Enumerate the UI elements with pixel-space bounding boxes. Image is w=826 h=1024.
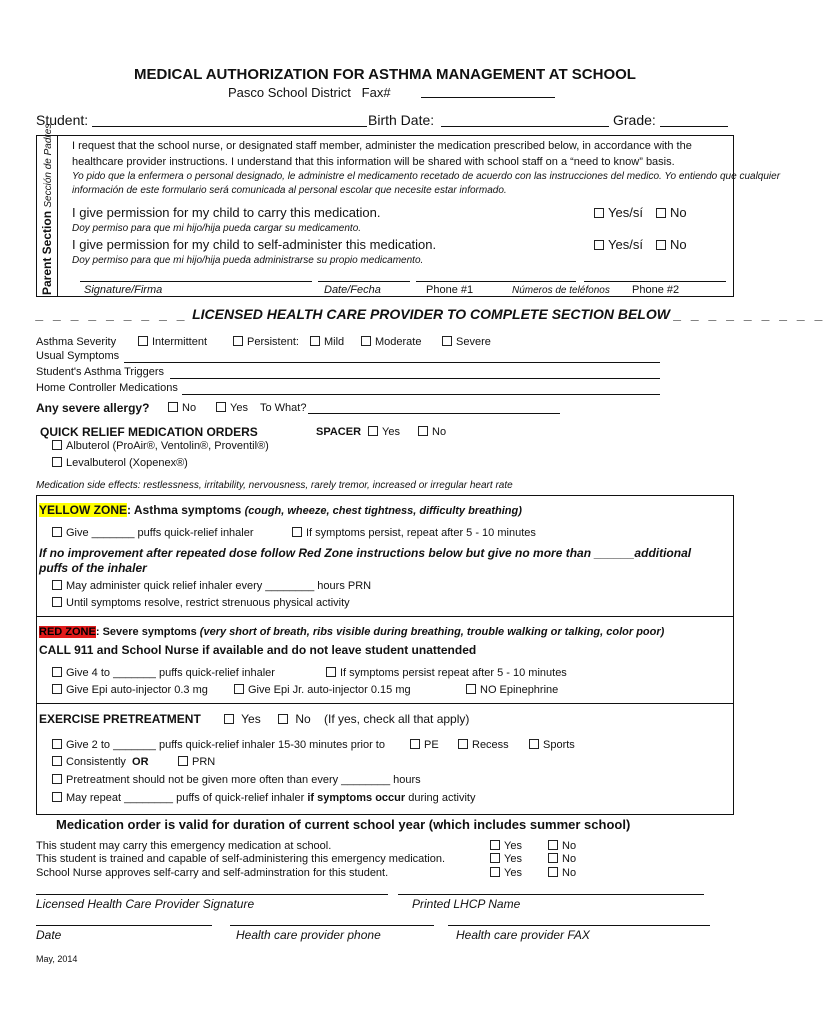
moderate-checkbox[interactable]: Moderate bbox=[361, 336, 421, 348]
trained-yes-checkbox[interactable]: Yes bbox=[490, 853, 522, 865]
triggers-label: Student's Asthma Triggers bbox=[36, 366, 165, 378]
epi-checkbox[interactable]: Give Epi auto-injector 0.3 mg bbox=[52, 684, 208, 696]
triggers-field[interactable] bbox=[170, 378, 660, 379]
self-admin-permission-es: Doy permiso para que mi hijo/hija pueda administrarse su propio medicamento. bbox=[72, 255, 424, 266]
date-label: Date/Fecha bbox=[324, 284, 381, 296]
exercise-give-checkbox[interactable]: Give 2 to _______ puffs quick-relief inhaler 15-30 minutes prior to bbox=[52, 739, 385, 751]
albuterol-checkbox[interactable]: Albuterol (ProAir®, Ventolin®, Proventil®) bbox=[52, 440, 269, 452]
allergy-yes-checkbox[interactable]: Yes bbox=[216, 402, 248, 414]
sports-checkbox[interactable]: Sports bbox=[529, 739, 575, 751]
date-field[interactable] bbox=[36, 925, 212, 926]
request-es-2: información de este formulario será comunicada al personal escolar que necesite estar informado. bbox=[72, 185, 507, 196]
usual-symptoms-label: Usual Symptoms bbox=[36, 350, 120, 362]
parent-section-side-label: Parent Section Sección de Padres bbox=[40, 123, 54, 295]
parent-divider bbox=[57, 135, 58, 297]
birthdate-field[interactable] bbox=[441, 126, 609, 127]
hcp-fax-label: Health care provider FAX bbox=[456, 928, 590, 942]
levalbuterol-checkbox[interactable]: Levalbuterol (Xopenex®) bbox=[52, 457, 188, 469]
red-zone-highlight: RED ZONE bbox=[39, 626, 96, 638]
printed-name-field[interactable] bbox=[398, 894, 704, 895]
date-label-bottom: Date bbox=[36, 928, 62, 942]
yellow-zone-highlight: YELLOW ZONE bbox=[39, 503, 127, 517]
red-give-checkbox[interactable]: Give 4 to _______ puffs quick-relief inhaler bbox=[52, 667, 275, 679]
carry-statement: This student may carry this emergency medication at school. bbox=[36, 840, 332, 852]
grade-label: Grade: bbox=[613, 112, 656, 128]
red-exercise-divider bbox=[36, 703, 734, 704]
allergy-what-label: To What? bbox=[260, 402, 307, 414]
carry-no-checkbox-lhcp[interactable]: No bbox=[548, 840, 576, 852]
exercise-no-checkbox[interactable]: No bbox=[278, 712, 311, 726]
yellow-until-checkbox[interactable]: Until symptoms resolve, restrict strenuous physical activity bbox=[52, 597, 350, 609]
phone2-label: Phone #2 bbox=[632, 284, 680, 296]
carry-no-checkbox[interactable]: No bbox=[656, 205, 687, 220]
mild-checkbox[interactable]: Mild bbox=[310, 336, 344, 348]
no-epi-checkbox[interactable]: NO Epinephrine bbox=[466, 684, 558, 696]
intermittent-checkbox[interactable]: Intermittent bbox=[138, 336, 207, 348]
signature-label: Signature/Firma bbox=[84, 284, 163, 296]
nurse-approval-statement: School Nurse approves self-carry and self-adminstration for this student. bbox=[36, 867, 389, 879]
yellow-zone-heading: YELLOW ZONE: Asthma symptoms (cough, wheeze, chest tightness, difficulty breathing) bbox=[39, 503, 522, 517]
home-meds-label: Home Controller Medications bbox=[36, 382, 178, 394]
exercise-yes-checkbox[interactable]: Yes bbox=[224, 712, 261, 726]
quick-relief-header: QUICK RELIEF MEDICATION ORDERS bbox=[40, 425, 258, 439]
prn-checkbox[interactable]: PRN bbox=[178, 756, 215, 768]
red-persist-checkbox[interactable]: If symptoms persist repeat after 5 - 10 minutes bbox=[326, 667, 567, 679]
no-improvement-line-2: puffs of the inhaler bbox=[39, 561, 147, 575]
yellow-red-divider bbox=[36, 616, 734, 617]
nurse-no-checkbox[interactable]: No bbox=[548, 867, 576, 879]
self-admin-permission: I give permission for my child to self-administer this medication. bbox=[72, 237, 437, 252]
carry-yes-checkbox[interactable]: Yes/sí bbox=[594, 205, 643, 220]
hcp-phone-field[interactable] bbox=[230, 925, 434, 926]
call-911-line: CALL 911 and School Nurse if available and do not leave student unattended bbox=[39, 643, 477, 657]
phone2-field[interactable] bbox=[584, 281, 726, 282]
spacer-no-checkbox[interactable]: No bbox=[418, 426, 446, 438]
lhcp-signature-label: Licensed Health Care Provider Signature bbox=[36, 897, 255, 911]
yellow-give-checkbox[interactable]: Give _______ puffs quick-relief inhaler bbox=[52, 527, 254, 539]
no-improvement-line-1: If no improvement after repeated dose follow Red Zone instructions below but give no more than ______additional bbox=[39, 546, 692, 560]
phone1-label: Phone #1 bbox=[426, 284, 474, 296]
student-label: Student: bbox=[36, 112, 89, 128]
pretreatment-limit-checkbox[interactable]: Pretreatment should not be given more often than every ________ hours bbox=[52, 774, 421, 786]
footer-date: May, 2014 bbox=[36, 954, 78, 964]
request-es-1: Yo pido que la enfermera o personal designado, le administre el medicamento recetado de acuerdo con las instrucciones del medico. Yo entiendo que cualquier bbox=[72, 171, 781, 182]
allergy-what-field[interactable] bbox=[308, 413, 560, 414]
carry-permission: I give permission for my child to carry this medication. bbox=[72, 205, 381, 220]
pe-checkbox[interactable]: PE bbox=[410, 739, 439, 751]
hcp-fax-field[interactable] bbox=[448, 925, 710, 926]
exercise-check-note: (If yes, check all that apply) bbox=[324, 712, 470, 726]
carry-permission-es: Doy permiso para que mi hijo/hija pueda cargar su medicamento. bbox=[72, 223, 362, 234]
hcp-phone-label: Health care provider phone bbox=[236, 928, 381, 942]
request-line-2: healthcare provider instructions. I understand that this information will be shared with school staff on a “need to know” basis. bbox=[72, 156, 675, 168]
printed-name-label: Printed LHCP Name bbox=[412, 897, 521, 911]
yellow-persist-checkbox[interactable]: If symptoms persist, repeat after 5 - 10 minutes bbox=[292, 527, 536, 539]
validity-statement: Medication order is valid for duration of current school year (which includes summer school) bbox=[56, 817, 631, 832]
spacer-yes-checkbox[interactable]: Yes bbox=[368, 426, 400, 438]
lhcp-section-header: _ _ _ _ _ _ _ _ _ LICENSED HEALTH CARE PROVIDER TO COMPLETE SECTION BELOW _ _ _ _ _ _ _ _ _ bbox=[36, 306, 826, 322]
request-line-1: I request that the school nurse, or designated staff member, administer the medication prescribed below, in accordance with the bbox=[72, 140, 692, 152]
epi-jr-checkbox[interactable]: Give Epi Jr. auto-injector 0.15 mg bbox=[234, 684, 411, 696]
phone-numbers-es: Números de teléfonos bbox=[512, 285, 610, 296]
usual-symptoms-field[interactable] bbox=[124, 362, 660, 363]
exercise-header: EXERCISE PRETREATMENT bbox=[39, 712, 201, 726]
red-zone-heading: RED ZONE: Severe symptoms (very short of breath, ribs visible during breathing, trouble walking or talking, color poor) bbox=[39, 626, 665, 638]
grade-field[interactable] bbox=[660, 126, 728, 127]
may-repeat-checkbox[interactable]: May repeat ________ puffs of quick-relief inhaler if symptoms occur during activity bbox=[52, 792, 475, 804]
district-name: Pasco School District Fax# bbox=[228, 85, 391, 100]
asthma-severity-label: Asthma Severity bbox=[36, 336, 117, 348]
recess-checkbox[interactable]: Recess bbox=[458, 739, 509, 751]
self-admin-no-checkbox[interactable]: No bbox=[656, 237, 687, 252]
trained-no-checkbox[interactable]: No bbox=[548, 853, 576, 865]
lhcp-signature-field[interactable] bbox=[36, 894, 388, 895]
persistent-label: Persistent: bbox=[233, 336, 299, 348]
severe-checkbox[interactable]: Severe bbox=[442, 336, 491, 348]
spacer-label: SPACER bbox=[316, 426, 362, 438]
allergy-question: Any severe allergy? bbox=[36, 401, 150, 415]
trained-statement: This student is trained and capable of self-administering this emergency medication. bbox=[36, 853, 446, 865]
fax-field[interactable] bbox=[421, 97, 555, 98]
form-title: MEDICAL AUTHORIZATION FOR ASTHMA MANAGEMENT AT SCHOOL bbox=[134, 66, 636, 83]
nurse-yes-checkbox[interactable]: Yes bbox=[490, 867, 522, 879]
parent-date-field[interactable] bbox=[318, 281, 410, 282]
parent-signature-field[interactable] bbox=[80, 281, 312, 282]
side-effects-note: Medication side effects: restlessness, irritability, nervousness, rarely tremor, increased or irregular heart rate bbox=[36, 480, 513, 491]
phone1-field[interactable] bbox=[416, 281, 576, 282]
birthdate-label: Birth Date: bbox=[368, 112, 435, 128]
home-meds-field[interactable] bbox=[182, 394, 660, 395]
self-admin-yes-checkbox[interactable]: Yes/sí bbox=[594, 237, 643, 252]
allergy-no-checkbox[interactable]: No bbox=[168, 402, 196, 414]
carry-yes-checkbox-lhcp[interactable]: Yes bbox=[490, 840, 522, 852]
consistently-checkbox[interactable]: Consistently OR bbox=[52, 756, 149, 768]
yellow-may-administer-checkbox[interactable]: May administer quick relief inhaler every ________ hours PRN bbox=[52, 580, 371, 592]
student-field[interactable] bbox=[92, 126, 367, 127]
